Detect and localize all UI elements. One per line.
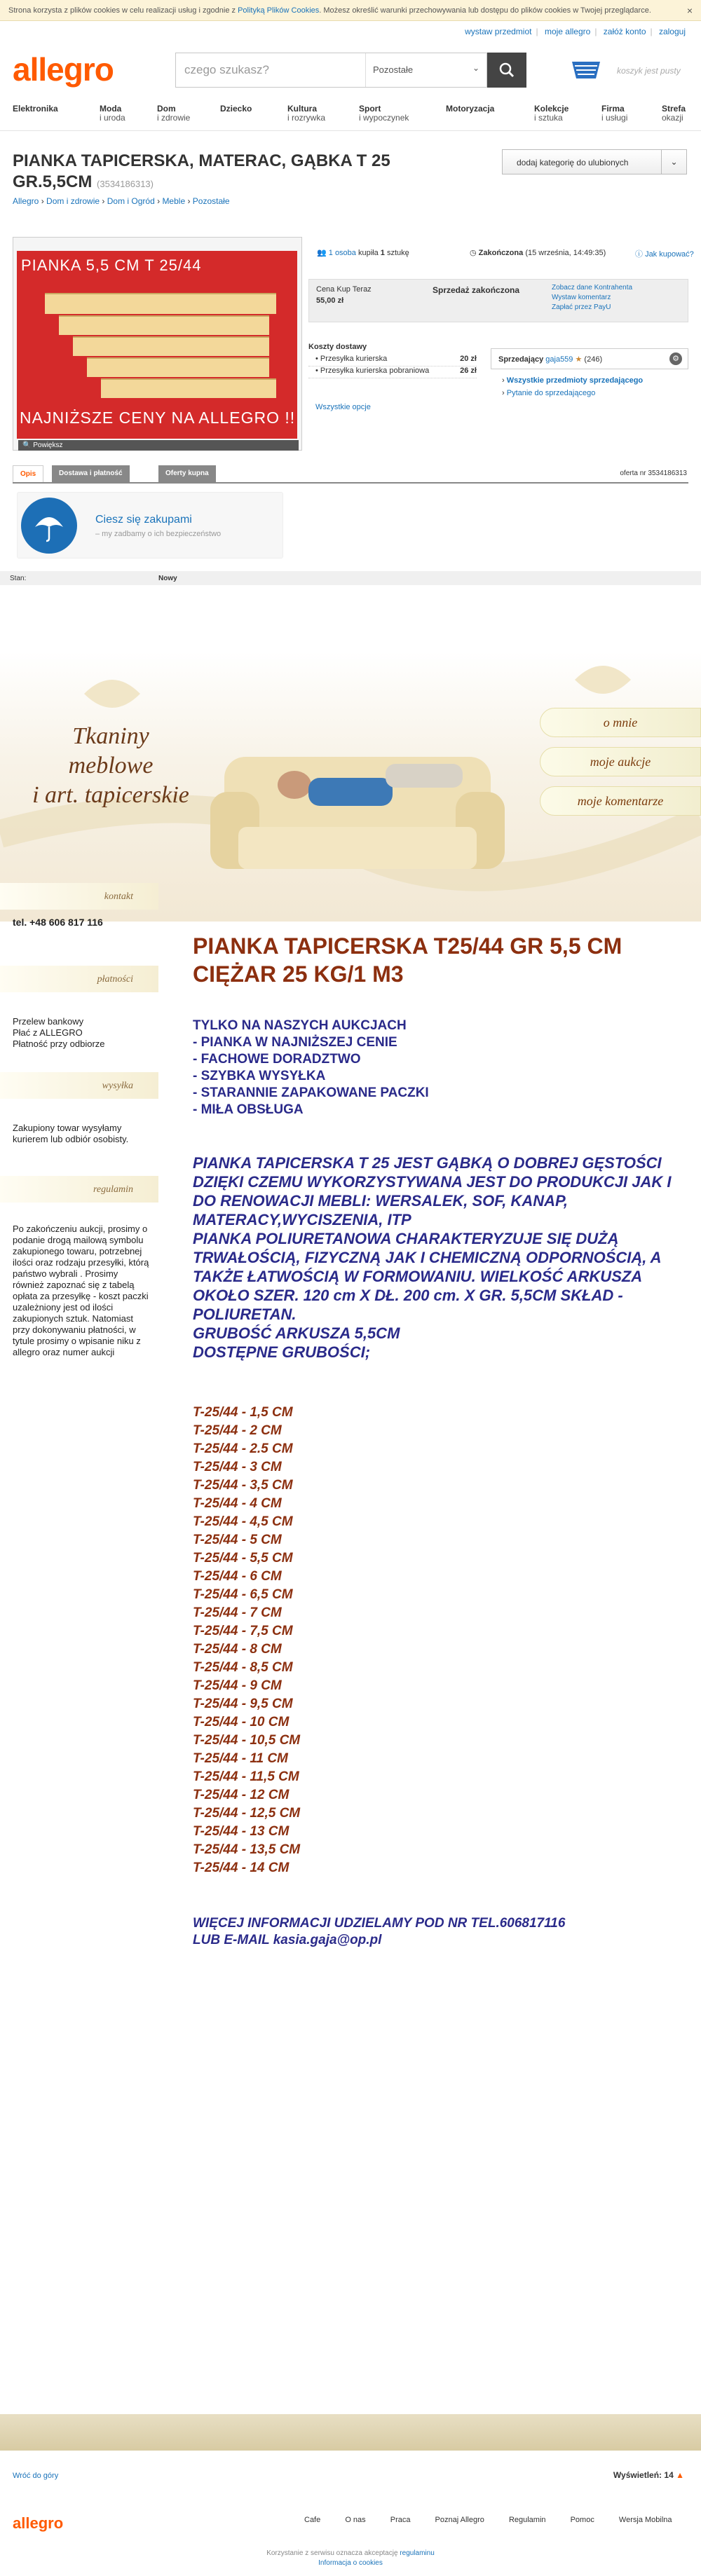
- terms-link[interactable]: regulaminu: [400, 2549, 435, 2557]
- footer-link[interactable]: Praca: [390, 2516, 411, 2524]
- cart-label[interactable]: koszyk jest pusty: [617, 66, 681, 76]
- shipping-info: Zakupiony towar wysyłamy kurierem lub odbiór osobisty.: [13, 1123, 129, 1144]
- category-select[interactable]: Pozostałe ⌄: [365, 53, 488, 87]
- main-description: [193, 932, 676, 1949]
- photo-caption-bottom: NAJNIŻSZE CENY NA ALLEGRO !!: [20, 409, 296, 427]
- description-paragraph: PIANKA TAPICERSKA T 25 JEST GĄBKĄ O DOBREJ GĘSTOŚCI DZIĘKI CZEMU WYKORZYSTYWANA JEST DO PRODUKCJI JAK I DO RENOWACJI MEBLI: WERSALEK, SOF, KANAP, MATERACY,WYCISZENIA, ITP: [193, 1154, 672, 1228]
- chevron-down-icon: ⌄: [472, 63, 479, 73]
- nav-item-sport[interactable]: Sport i wypoczynek: [359, 104, 409, 123]
- footer-link[interactable]: Pomoc: [570, 2516, 594, 2524]
- condition-row: Stan: Nowy: [0, 571, 701, 585]
- shipping-costs: Koszty dostawy • Przesyłka kurierska 20 zł • Przesyłka kurierska pobraniowa 26 zł: [308, 343, 477, 378]
- login-link[interactable]: zaloguj: [658, 27, 686, 36]
- sofa-photo: [210, 708, 505, 883]
- nav-item-firma[interactable]: Firma i usługi: [601, 104, 628, 123]
- page-title: PIANKA TAPICERSKA, MATERAC, GĄBKA T 25 GR.5,5CM (3534186313): [13, 151, 390, 191]
- offer-number: oferta nr 3534186313: [620, 470, 687, 477]
- all-options-link[interactable]: Wszystkie opcje: [315, 403, 371, 411]
- tab-opis[interactable]: Opis: [13, 465, 43, 482]
- description-paragraph: GRUBOŚĆ ARKUSZA 5,5CM: [193, 1324, 400, 1342]
- safe-subtitle: – my zadbamy o ich bezpieczeństwo: [95, 530, 222, 538]
- breadcrumb-item[interactable]: Allegro: [13, 196, 39, 206]
- footer-nav: [304, 2516, 695, 2524]
- footer-link[interactable]: O nas: [345, 2516, 366, 2524]
- buyers-info: 👥 1 osoba kupiła 1 sztukę: [317, 249, 409, 257]
- arrow-icon: ▲: [676, 2470, 684, 2480]
- nav-item-elektronika[interactable]: Elektronika: [13, 104, 58, 114]
- item-id: (3534186313): [97, 179, 154, 189]
- footer-note: Korzystanie z serwisu oznacza akceptację regulaminu Informacja o cookies: [266, 2549, 435, 2567]
- price-box: Cena Kup Teraz 55,00 zł Sprzedaż zakończona Zobacz dane Kontrahenta Wystaw komentarz Zapłać przez PayU: [308, 279, 688, 322]
- banner-script: Tkaniny meblowe i art. tapicerskie: [32, 723, 189, 808]
- cookie-policy-link[interactable]: Polityką Plików Cookies: [238, 6, 320, 15]
- add-favorite-button[interactable]: dodaj kategorię do ulubionych ⌄: [502, 149, 687, 174]
- logo[interactable]: allegro: [13, 51, 114, 88]
- product-photo[interactable]: [17, 251, 297, 439]
- safe-title[interactable]: Ciesz się zakupami: [95, 514, 192, 526]
- sidebar-header: płatności: [0, 966, 158, 992]
- clock-icon: ◷: [470, 249, 477, 257]
- footer-link[interactable]: Cafe: [304, 2516, 321, 2524]
- users-icon: 👥: [317, 249, 327, 257]
- phone-number: tel. +48 606 817 116: [13, 917, 103, 928]
- seller-box: Sprzedający gaja559 ★ (246) ⚙: [491, 348, 688, 369]
- register-link[interactable]: załóż konto: [603, 27, 646, 36]
- auction-ended: ◷ Zakończona (15 września, 14:49:35): [470, 249, 606, 257]
- umbrella-icon: [21, 498, 77, 554]
- footer-link[interactable]: Poznaj Allegro: [435, 2516, 484, 2524]
- menu-moje-aukcje[interactable]: moje aukcje: [540, 747, 701, 776]
- cookie-bar: Strona korzysta z plików cookies w celu realizacji usług i zgodnie z Polityką Plików Cookies. Możesz określić warunki przechowywania lub dostępu do plików cookies w Twojej przeglądarce. ×: [0, 0, 701, 21]
- how-to-buy-link[interactable]: ⓘ Jak kupować?: [635, 250, 694, 259]
- description-paragraph: DOSTĘPNE GRUBOŚCI;: [193, 1343, 371, 1361]
- nav-item-kultura[interactable]: Kultura i rozrywka: [287, 104, 326, 123]
- description-paragraph: PIANKA POLIURETANOWA CHARAKTERYZUJE SIĘ DUŻĄ TRWAŁOŚCIĄ, FIZYCZNĄ JAK I CHEMICZNĄ ODPORNOŚCIĄ, A TAKŻE ŁATWOŚCIĄ W FORMOWANIU. WIELKOŚĆ ARKUSZA OKOŁO SZER. 120 cm X DŁ. 200 cm. X GR. 5,5CM SKŁAD - POLIURETAN.: [193, 1230, 661, 1323]
- sidebar-header: kontakt: [0, 883, 158, 910]
- payment-methods: Przelew bankowy Płać z ALLEGRO Płatność przy odbiorze: [13, 1016, 105, 1049]
- cookies-info-link[interactable]: Informacja o cookies: [318, 2559, 383, 2567]
- tab-oferty[interactable]: Oferty kupna: [158, 465, 216, 482]
- help-icon: ⓘ: [635, 250, 643, 259]
- sidebar-header: wysyłka: [0, 1072, 158, 1099]
- top-links: wystaw przedmiot | moje allegro | załóż konto | zaloguj: [465, 27, 686, 36]
- heading: CIĘŻAR 25 KG/1 M3: [193, 961, 404, 987]
- tab-dostawa[interactable]: Dostawa i płatność: [52, 465, 130, 482]
- heading: PIANKA TAPICERSKA T25/44 GR 5,5 CM: [193, 933, 622, 959]
- view-counter: Wyświetleń: 14 ▲: [613, 2470, 684, 2480]
- tab-underline: [13, 482, 688, 484]
- write-comment-link[interactable]: Wystaw komentarz: [552, 294, 611, 301]
- settings-icon[interactable]: ⚙: [669, 352, 682, 365]
- nav-item-moda[interactable]: Moda i uroda: [100, 104, 125, 123]
- seller-name[interactable]: gaja559: [545, 355, 573, 364]
- breadcrumb: Allegro › Dom i zdrowie › Dom i Ogród › Meble › Pozostałe: [13, 196, 230, 206]
- cart-icon[interactable]: [569, 55, 603, 83]
- sell-item-link[interactable]: wystaw przedmiot: [465, 27, 532, 36]
- breadcrumb-item[interactable]: Dom i zdrowie: [46, 196, 100, 206]
- menu-o-mnie[interactable]: o mnie: [540, 708, 701, 737]
- seller-items-link[interactable]: Wszystkie przedmioty sprzedającego: [506, 376, 644, 385]
- close-icon[interactable]: ×: [686, 5, 693, 16]
- star-icon: ★: [575, 355, 583, 364]
- ask-seller-link[interactable]: Pytanie do sprzedającego: [506, 389, 596, 397]
- shipping-row: • Przesyłka kurierska pobraniowa 26 zł: [308, 366, 477, 378]
- feature-list: TYLKO NA NASZYCH AUKCJACH - PIANKA W NAJNIŻSZEJ CENIE - FACHOWE DORADZTWO - SZYBKA WYSYŁKA - STARANNIE ZAPAKOWANE PACZKI - MIŁA OBSŁUGA: [193, 1018, 429, 1117]
- description-footer: [0, 2414, 701, 2451]
- footer-logo[interactable]: allegro: [13, 2514, 64, 2532]
- shipping-row: • Przesyłka kurierska 20 zł: [308, 355, 477, 366]
- status-badge: Sprzedaż zakończona: [433, 285, 520, 295]
- search-button[interactable]: [487, 53, 526, 88]
- nav-item-motoryzacja[interactable]: Motoryzacja: [446, 104, 495, 114]
- sidebar-header: regulamin: [0, 1176, 158, 1203]
- search-box: [175, 53, 487, 88]
- nav-item-strefa[interactable]: Strefa okazji: [662, 104, 686, 123]
- breadcrumb-item[interactable]: Dom i Ogród: [107, 196, 155, 206]
- breadcrumb-item[interactable]: Meble: [162, 196, 186, 206]
- photo-caption-top: PIANKA 5,5 CM T 25/44: [21, 256, 202, 274]
- my-allegro-link[interactable]: moje allegro: [544, 27, 591, 36]
- terms-text: Po zakończeniu aukcji, prosimy o podanie drogą mailową symbolu zakupionego towaru, potrzebnej ilości oraz rodzaju przesyłki, którą państwo wybrali . Prosimy również zapoznać się z tabelą opłata za przesyłkę - koszt paczki uzależniony jest od ilości zakupionych sztuk. Natomiast przy dokonywaniu płatności, w tytule prosimy o wpisanie niku z allegro oraz numer aukcji: [13, 1224, 149, 1357]
- nav-item-dom[interactable]: Dom i zdrowie: [157, 104, 191, 123]
- nav-item-kolekcje[interactable]: Kolekcje i sztuka: [534, 104, 569, 123]
- chevron-down-icon[interactable]: ⌄: [661, 150, 686, 174]
- seller-links: › Wszystkie przedmioty sprzedającego › Pytanie do sprzedającego: [502, 376, 644, 397]
- search-input[interactable]: czego szukasz?: [184, 63, 269, 76]
- menu-moje-komentarze[interactable]: moje komentarze: [540, 786, 701, 816]
- pay-payu-link[interactable]: Zapłać przez PayU: [552, 303, 611, 311]
- footer-link[interactable]: Wersja Mobilna: [618, 2516, 672, 2524]
- nav-item-dziecko[interactable]: Dziecko: [220, 104, 252, 114]
- footer-link[interactable]: Regulamin: [508, 2516, 546, 2524]
- search-icon: [487, 53, 526, 88]
- view-contractor-link[interactable]: Zobacz dane Kontrahenta: [552, 284, 633, 292]
- back-to-top-link[interactable]: Wróć do góry: [13, 2472, 59, 2480]
- price-value: 55,00 zł: [316, 296, 344, 305]
- sidebar: [0, 883, 158, 2397]
- breadcrumb-item[interactable]: Pozostałe: [192, 196, 230, 206]
- category-nav: [0, 100, 701, 131]
- zoom-link[interactable]: 🔍 Powiększ: [18, 440, 299, 451]
- contact-info: WIĘCEJ INFORMACJI UDZIELAMY POD NR TEL.606817116 LUB E-MAIL kasia.gaja@op.pl: [193, 1916, 566, 1947]
- grades-list: T-25/44 - 1,5 CM T-25/44 - 2 CM T-25/44 - 2.5 CM T-25/44 - 3 CM T-25/44 - 3,5 CM T-25/44 - 4 CM T-25/44 - 4,5 CM T-25/44 - 5 CM T-25/44 - 5,5 CM T-25/44 - 6 CM T-25/44 - 6,5 CM T-25/44 - 7 CM T-25/44 - 7,5 CM T-25/44 - 8 CM T-25/44 - 8,5 CM T-25/44 - 9 CM T-25/44 - 9,5 CM T-25/44 - 10 CM T-25/44 - 10,5 CM T-25/44 - 11 CM T-25/44 - 11,5 CM T-25/44 - 12 CM T-25/44 - 12,5 CM T-25/44 - 13 CM T-25/44 - 13,5 CM T-25/44 - 14 CM: [193, 1405, 301, 1875]
